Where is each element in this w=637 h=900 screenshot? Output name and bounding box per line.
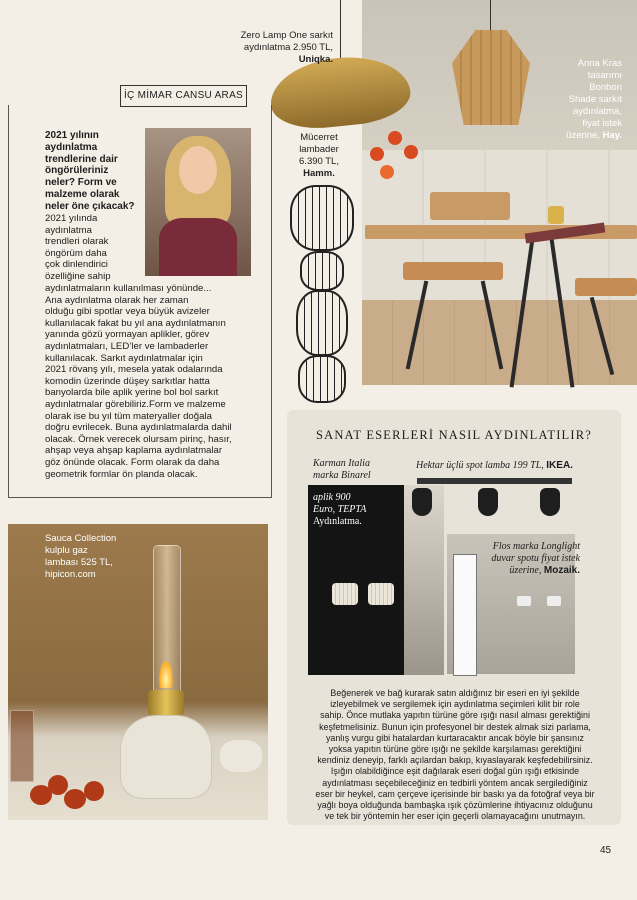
answer-text-narrow [45,213,141,283]
anna-kras-caption [540,58,622,142]
mucerret-floor-lamp [290,185,350,405]
caption-line: lambader [299,144,339,155]
hektar-caption [416,460,616,472]
answer-line: komodin üzerinde düşey sarkıtlar hatta [45,375,210,387]
answer-line: banyolarda bile aplik yerine bol bol sarkıt [45,387,219,399]
question-line: neler öne çıkacak? [45,200,135,212]
caption-line: Aydınlatma. [313,516,362,527]
body-line: aydınlatması seçebileceğiniz en tedbirli yöntem ancak sergilediğiniz [322,777,588,788]
art-panel-body [300,688,610,822]
chair-seat [403,262,503,280]
body-line: yoksa yapıtın türüne göre ışığı ne şekilde karşılaması gerektiğini [328,744,582,755]
brand-name: hipicon.com [45,569,96,580]
body-line: keşfetmelisiniz. Bunun için profesyonel bir destek almak sizi parlama, [319,721,591,732]
body-line: izleyebilmek ve sergilemek için aydınlatma seçimleri kilit bir role [330,699,580,710]
body-line: ve tek bir yöntemin her eser için geçerli olamayacağını unutmayın. [324,811,586,822]
interview-question [45,130,141,213]
glass-cup [10,710,34,782]
answer-line: özelliğine sahip [45,270,111,282]
caption-line: aplik 900 [313,492,351,503]
karman-caption [313,458,423,482]
answer-line: aydınlatmaların kullanılması yönünde... [45,283,212,294]
answer-line: kullanılacak. Sarkıt aydınlatmalar için [45,352,203,364]
flos-caption [470,541,580,577]
brand-name: IKEA. [546,460,573,471]
body-line: sahip. Önce mutlaka yapıtın türüne göre ışığı nasıl alması gerektiğini [320,710,590,721]
brand-name: Hamm. [303,168,335,179]
question-line: trendlerine dair [45,153,118,165]
caption-line: Anna Kras [577,58,622,69]
caption-line: Hektar üçlü spot lamba 199 TL, [416,460,544,471]
answer-line: aydınlatma [45,224,92,236]
body-line: eser bir heykel, cam çerçeve içerisinde bir baskı ya da fotoğraf veya bir [315,788,595,799]
body-line: Işığın olabildiğince eşit dağılarak eseri doğal gün ışığı etkisinde [330,766,580,777]
caption-line: üzerine, [566,130,600,141]
answer-line: 2021 rövanş yılı, mesela yatak odalarında [45,364,223,376]
body-line: kendiniz deneyip, farklı açılardan bakıp, kıyaslayarak keşfedebilirsiniz. [317,755,593,766]
spot-lamp [540,488,560,516]
answer-line: 2021 yılında [45,213,98,224]
caption-line: aydınlatma 2.950 TL, [243,42,333,53]
caption-line: 6.390 TL, [299,156,339,167]
answer-line: çok dinlendirici [45,259,108,271]
question-line: öngörüleriniz [45,165,109,177]
page-number: 45 [600,845,612,856]
question-line: 2021 yılının [45,130,99,141]
lamp-brass-collar [148,690,184,716]
caption-line: duvar spotu fiyat istek [491,553,580,564]
caption-line: Euro, TEPTA [313,504,367,515]
caption-line: tasarımı [587,70,622,81]
body-line: yağlı boya olduğunda bambaşka ışık çözümlerine ihtiyacınız olduğunu [317,800,593,811]
answer-line: geometrik formlar ön planda olacak. [45,468,198,480]
caption-line: Zero Lamp One sarkıt [240,30,333,41]
answer-line: yanında gözü yormayan aplikler, görev [45,329,210,341]
ikea-track-rail [417,478,572,484]
body-line: Beğenerek ve bağ kurarak satın aldığınız bir eseri en iyi şekilde [330,688,580,698]
answer-line: öngörüm daha [45,247,107,259]
zero-lamp-cord [340,0,341,62]
caption-line: Flos marka Longlight [492,541,580,552]
zero-lamp-caption [213,30,333,66]
answer-line: olarak ise bu yıl tüm materyaller doğala [45,410,212,422]
answer-line: kullanılacak fakat bu yıl ana aydınlatmanın [45,317,226,329]
answer-line: aydınlatmalar görebiliriz.Form ve malzeme [45,398,226,410]
caption-line: Mücerret [300,132,338,143]
caption-line: marka Binarel [313,470,371,481]
caption-line: kulplu gaz [45,545,88,556]
caption-line: Karman Italia [313,458,370,469]
body-line: yanlış vurgu gibi hatalardan kurtaracaktır ancak böyle bir şansınız [325,732,584,743]
brand-name: Mozaik. [543,565,580,576]
answer-text-wide [45,283,267,480]
cup-on-table [548,206,564,224]
caption-line: Sauca Collection [45,533,117,544]
fruit-pile [30,775,110,815]
sauca-caption [45,533,175,581]
spot-lamp [478,488,498,516]
chair-back [430,192,510,220]
answer-line: olduğu gibi spotlar veya büyük avizeler [45,306,210,318]
caption-line: üzerine, [509,565,542,576]
answer-line: göz önünde olacak. Form olarak da daha [45,456,220,468]
chair-seat-right [575,278,637,296]
ceramic-object [220,740,262,772]
question-line: neler? Form ve [45,177,117,189]
caption-line: aydınlatma, [572,106,622,117]
brand-name: Hay. [602,130,622,141]
brand-name: Uniqka. [298,54,333,65]
answer-line: trendleri olarak [45,236,109,248]
caption-line: Bonbon [589,82,622,93]
lamp-flame [159,660,173,688]
designer-portrait [145,128,251,276]
question-line: malzeme olarak [45,188,120,200]
caption-line: Shade sarkıt [568,94,622,105]
caption-line: lambası 525 TL, [45,557,113,568]
pendant-cord [490,0,491,30]
spot-lamp [412,488,432,516]
answer-line: doğru evrilecek. Buna aydınlatmalarda dahil [45,422,232,434]
answer-line: Ana aydınlatma olarak her zaman [45,294,189,306]
lamp-ceramic-base [120,715,212,799]
answer-line: ahşap veya ahşap kaplama aydınlatmalar [45,445,223,457]
art-panel-title: SANAT ESERLERİ NASIL AYDINLATILIR? [315,428,593,442]
answer-line: aydınlatmaları, LED’ler ve lambaderler [45,340,209,352]
section-label: İÇ MİMAR CANSU ARAS [120,85,247,107]
mucerret-caption [286,132,352,180]
flower-vase [370,125,425,185]
question-line: aydınlatma [45,141,98,153]
answer-line: olacak. Örnek verecek olursam pirinç, hasır, [45,433,232,445]
caption-line: fiyat istek [582,118,622,129]
